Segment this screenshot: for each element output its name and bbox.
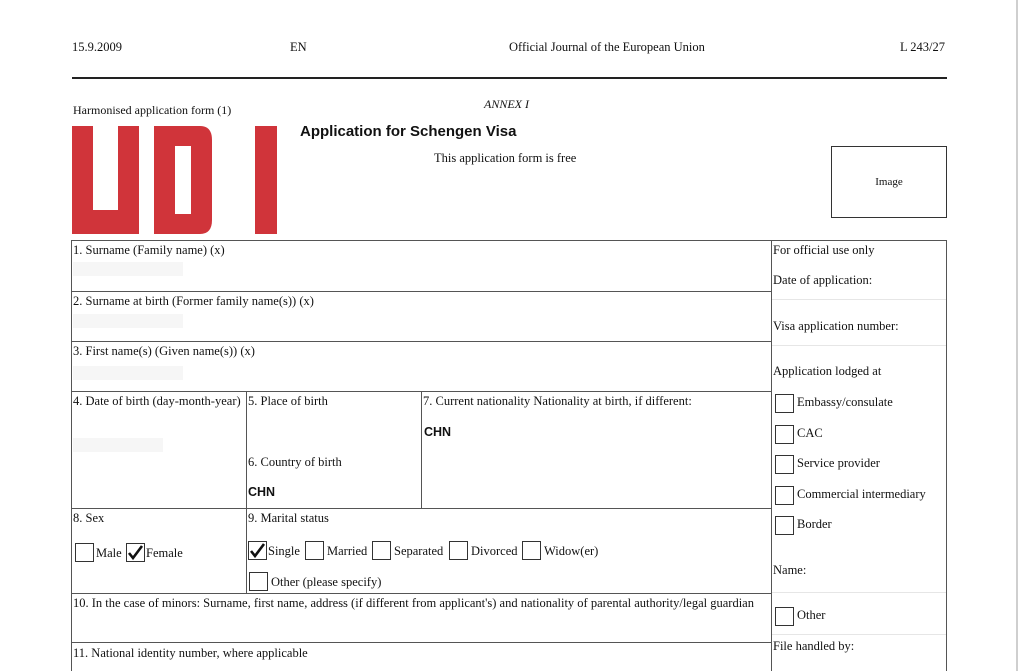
lodged-cac-label: CAC [797,426,823,440]
country-of-birth-label: 6. Country of birth [248,455,342,469]
lodged-commercial-label: Commercial intermediary [797,487,926,501]
marital-married-checkbox[interactable] [305,541,324,560]
national-id-label: 11. National identity number, where applicable [73,646,308,660]
nationality-label: 7. Current nationality Nationality at birth, if different: [423,394,692,408]
dob-label: 4. Date of birth (day-month-year) [73,394,241,408]
header-lang: EN [290,40,307,54]
marital-widower-checkbox[interactable] [522,541,541,560]
marital-divorced-checkbox[interactable] [449,541,468,560]
page-title: Application for Schengen Visa [300,123,517,140]
surname-input[interactable] [73,262,183,276]
surname-label: 1. Surname (Family name) (x) [73,243,225,257]
grid-left [71,240,72,671]
checkmark-icon [249,542,266,559]
annex-label: ANNEX I [484,97,529,111]
lodged-commercial-checkbox[interactable] [775,486,794,505]
country-of-birth-value[interactable]: CHN [248,485,276,499]
official-sep [772,592,946,593]
official-sep [772,634,946,635]
visa-number-label: Visa application number: [773,319,899,333]
surname-at-birth-input[interactable] [73,314,183,328]
checkmark-icon [127,544,144,561]
grid-official-divider [771,240,772,671]
sex-female-label: Female [146,546,183,560]
col-line [421,391,422,508]
row-line [71,291,771,292]
lodged-embassy-checkbox[interactable] [775,394,794,413]
sex-male-checkbox[interactable] [75,543,94,562]
marital-single-label: Single [268,544,300,558]
page-subtitle: This application form is free [434,151,577,165]
marital-married-label: Married [327,544,368,558]
marital-other-checkbox[interactable] [249,572,268,591]
lodged-border-label: Border [797,517,832,531]
marital-status-label: 9. Marital status [248,511,329,525]
lodged-border-checkbox[interactable] [775,516,794,535]
header-date: 15.9.2009 [72,40,122,54]
sex-male-label: Male [96,546,122,560]
marital-separated-checkbox[interactable] [372,541,391,560]
lodged-cac-checkbox[interactable] [775,425,794,444]
marital-other-label: Other (please specify) [271,575,382,589]
minors-guardian-label: 10. In the case of minors: Surname, first name, address (if different from applicant's) and nationality of parental authority/legal guardian [73,596,754,610]
lodged-service-provider-label: Service provider [797,456,880,470]
row-line [71,341,771,342]
col-line [246,391,247,593]
form-label: Harmonised application form (1) [73,103,232,117]
header-journal: Official Journal of the European Union [509,40,705,54]
grid-right [946,240,947,671]
marital-divorced-label: Divorced [471,544,518,558]
official-name-label: Name: [773,563,807,577]
surname-at-birth-label: 2. Surname at birth (Former family name(s)) (x) [73,294,314,308]
lodged-service-provider-checkbox[interactable] [775,455,794,474]
official-heading: For official use only [773,243,875,257]
dob-input[interactable] [73,438,163,452]
lodged-embassy-label: Embassy/consulate [797,395,893,409]
official-sep [772,345,946,346]
sex-female-checkbox[interactable] [126,543,145,562]
marital-widower-label: Widow(er) [544,544,599,558]
first-name-label: 3. First name(s) (Given name(s)) (x) [73,344,255,358]
official-other-checkbox[interactable] [775,607,794,626]
official-other-label: Other [797,608,826,622]
lodged-at-label: Application lodged at [773,364,882,378]
marital-separated-label: Separated [394,544,444,558]
marital-single-checkbox[interactable] [248,541,267,560]
header-ref: L 243/27 [900,40,946,54]
place-of-birth-label: 5. Place of birth [248,394,328,408]
row-line [71,508,771,509]
date-of-application-label: Date of application: [773,273,873,287]
photo-placeholder: Image [831,146,947,218]
first-name-input[interactable] [73,366,183,380]
sex-label: 8. Sex [73,511,105,525]
nationality-value[interactable]: CHN [424,425,452,439]
official-sep [772,299,946,300]
file-handled-by-label: File handled by: [773,639,855,653]
row-line [71,593,771,594]
grid-top [71,240,947,241]
header-rule [72,77,947,79]
row-line [71,642,771,643]
udi-logo [72,126,282,234]
